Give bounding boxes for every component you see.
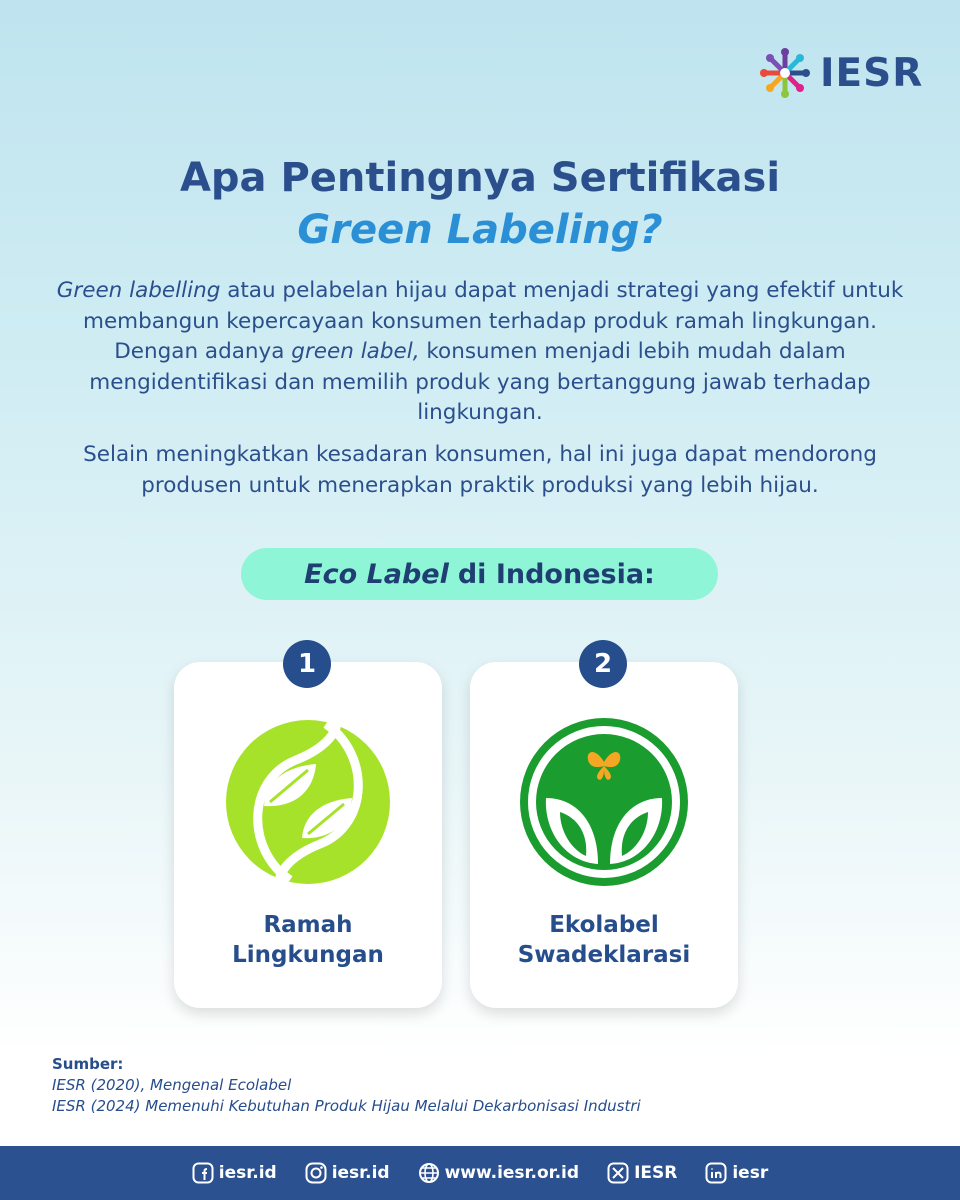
facebook-link[interactable]	[192, 1162, 277, 1184]
sprout-butterfly-icon	[516, 714, 692, 890]
brand-logo	[756, 44, 923, 102]
website-url: www.iesr.or.id	[444, 1163, 580, 1183]
eco-label-2-line-1: Ekolabel	[549, 912, 659, 938]
instagram-link[interactable]	[305, 1162, 390, 1184]
section-heading-rest: di Indonesia:	[457, 558, 655, 590]
linkedin-handle: iesr	[732, 1163, 769, 1183]
x-link[interactable]	[607, 1162, 677, 1184]
instagram-handle: iesr.id	[331, 1163, 390, 1183]
globe-icon	[418, 1162, 440, 1184]
sources-heading: Sumber:	[52, 1055, 124, 1073]
page-title	[0, 152, 960, 256]
facebook-handle: iesr.id	[218, 1163, 277, 1183]
intro-text-1: atau pelabelan hijau dapat menjadi strategi yang efektif untuk membangun kepercayaan konsumen terhadap produk ramah lingkungan. Dengan adanya	[83, 278, 904, 364]
number-badge-1: 1	[283, 640, 331, 688]
linkedin-icon	[705, 1162, 727, 1184]
eco-label-1-line-1: Ramah	[263, 912, 353, 938]
footer-bar	[0, 1146, 960, 1200]
linkedin-link[interactable]	[705, 1162, 768, 1184]
x-icon	[607, 1162, 629, 1184]
section-heading-italic: Eco Label	[304, 558, 449, 590]
eco-label-2-line-2: Swadeklarasi	[517, 942, 691, 968]
intro-paragraph-2: Selain meningkatkan kesadaran konsumen, hal ini juga dapat mendorong produsen untuk menerapkan praktik produksi yang lebih hijau.	[83, 442, 877, 498]
sources	[52, 1054, 912, 1117]
eco-label-1-line-2: Lingkungan	[232, 942, 384, 968]
intro-italic-lead: Green labelling	[56, 278, 221, 303]
intro-paragraph-1	[40, 276, 920, 429]
number-badge-2: 2	[579, 640, 627, 688]
x-handle: IESR	[634, 1163, 678, 1183]
title-line-2: Green Labeling?	[297, 207, 663, 253]
iesr-logo-icon	[756, 44, 814, 102]
leaf-emblem-icon	[220, 714, 396, 890]
eco-label-card-2	[470, 662, 738, 1008]
title-line-1: Apa Pentingnya Sertifikasi	[179, 155, 781, 201]
intro-text-2: konsumen menjadi lebih mudah dalam mengidentifikasi dan memilih produk yang bertanggung jawab terhadap lingkungan.	[89, 339, 871, 425]
eco-label-name-1	[174, 910, 442, 970]
facebook-icon	[192, 1162, 214, 1184]
eco-label-name-2	[470, 910, 738, 970]
brand-name: IESR	[820, 50, 924, 96]
eco-label-card-1	[174, 662, 442, 1008]
intro-italic-mid: green label,	[291, 339, 420, 364]
source-ref: IESR (2024) Memenuhi Kebutuhan Produk Hijau Melalui Dekarbonisasi Industri	[52, 1097, 641, 1115]
website-link[interactable]	[418, 1162, 579, 1184]
section-heading	[241, 548, 718, 600]
instagram-icon	[305, 1162, 327, 1184]
source-ref: IESR (2020), Mengenal Ecolabel	[52, 1076, 292, 1094]
